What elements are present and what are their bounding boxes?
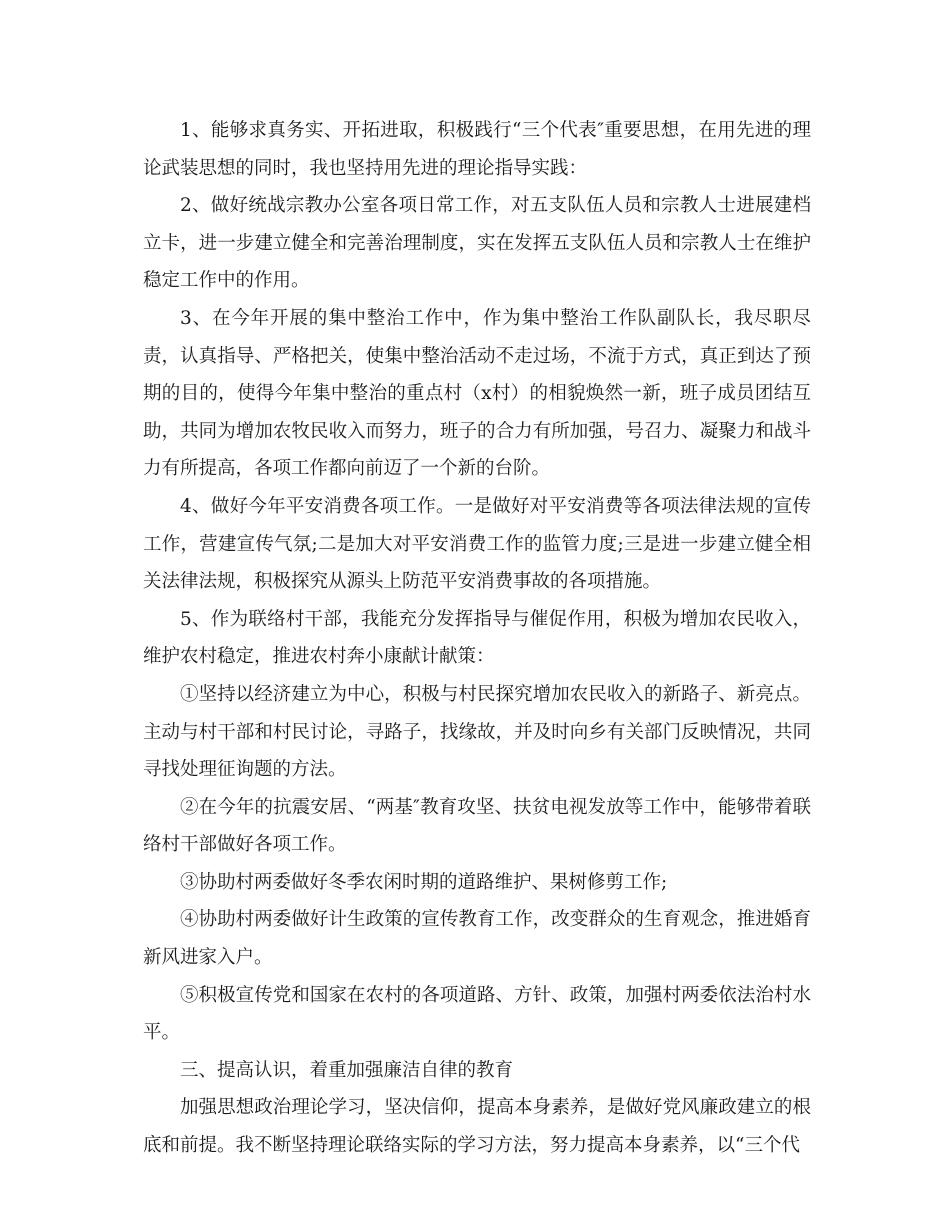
document-body bbox=[143, 112, 811, 1165]
paragraph-subitem-1: ①坚持以经济建立为中心，积极与村民探究增加农民收入的新路子、新亮点。主动与村干部和村民讨论，寻路子，找缘故，并及时向乡有关部门反映情况，共同寻找处理征询题的方法。 bbox=[143, 683, 811, 781]
paragraph-subitem-4: ④协助村两委做好计生政策的宣传教育工作，改变群众的生育观念，推进婚育新风进家入户。 bbox=[143, 909, 811, 969]
section-heading: 三、提高认识，着重加强廉洁自律的教育 bbox=[180, 1059, 514, 1081]
paragraph-item-3: 3、在今年开展的集中整治工作中，作为集中整治工作队副队长，我尽职尽责，认真指导、严格把关，使集中整治活动不走过场，不流于方式，真正到达了预期的目的，使得今年集中整治的重点村（x村）的相貌焕然一新，班子成员团结互助，共同为增加农牧民收入而努力，班子的合力有所加强，号召力、凝聚力和战斗力有所提高，各项工作都向前迈了一个新的台阶。 bbox=[143, 307, 811, 480]
paragraph-item-1: 1、能够求真务实、开拓进取，积极践行“三个代表″重要思想，在用先进的理论武装思想的同时，我也坚持用先进的理论指导实践： bbox=[143, 120, 811, 179]
paragraph-subitem-2: ②在今年的抗震安居、“两基″教育攻坚、扶贫电视发放等工作中，能够带着联络村干部做好各项工作。 bbox=[143, 796, 811, 856]
paragraph-item-2: 2、做好统战宗教办公室各项日常工作，对五支队伍人员和宗教人士进展建档立卡，进一步建立健全和完善治理制度，实在发挥五支队伍人员和宗教人士在维护稳定工作中的作用。 bbox=[143, 195, 811, 292]
paragraph-subitem-5: ⑤积极宣传党和国家在农村的各项道路、方针、政策，加强村两委依法治村水平。 bbox=[143, 984, 811, 1044]
paragraph-item-5: 5、作为联络村干部，我能充分发挥指导与催促作用，积极为增加农民收入，维护农村稳定，推进农村奔小康献计献策： bbox=[143, 608, 811, 668]
paragraph-item-4: 4、做好今年平安消费各项工作。一是做好对平安消费等各项法律法规的宣传工作，营建宣传气氛;二是加大对平安消费工作的监管力度;三是进一步建立健全相关法律法规，积极探究从源头上防范平安消费事故的各项措施。 bbox=[143, 495, 811, 593]
paragraph-closing: 加强思想政治理论学习，坚决信仰，提高本身素养，是做好党风廉政建立的根底和前提。我不断坚持理论联络实际的学习方法，努力提高本身素养，以“三个代 bbox=[143, 1097, 811, 1157]
paragraph-subitem-3: ③协助村两委做好冬季农闲时期的道路维护、果树修剪工作; bbox=[180, 871, 668, 893]
